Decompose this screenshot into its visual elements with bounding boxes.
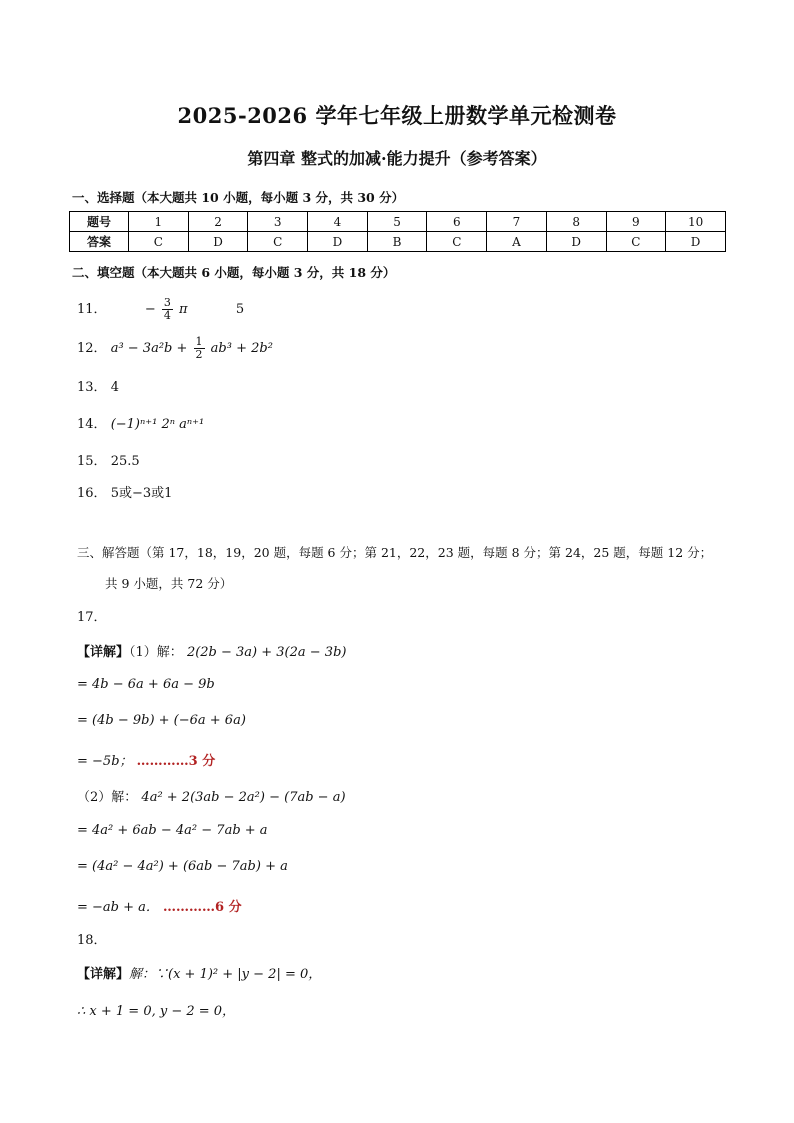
fraction bbox=[162, 297, 173, 322]
q17-step2: = (4b − 9b) + (−6a + 6a) bbox=[77, 713, 246, 728]
table-cell: D bbox=[666, 232, 726, 252]
q18-line1 bbox=[77, 963, 321, 982]
answer-text: 4 bbox=[110, 380, 119, 395]
document-title: 2025-2026 学年七年级上册数学单元检测卷 bbox=[177, 103, 617, 128]
math-expression: 2(2b − 3a) + 3(2a − 3b) bbox=[186, 645, 347, 660]
detail-tag: 【详解】 bbox=[77, 967, 130, 982]
table-cell: 5 bbox=[367, 212, 427, 232]
q17-step4: = 4a² + 6ab − 4a² − 7ab + a bbox=[77, 823, 268, 838]
table-cell: C bbox=[129, 232, 189, 252]
answer-13 bbox=[77, 376, 119, 395]
part-label: （1）解： bbox=[129, 645, 183, 660]
answer-text: (−1)ⁿ⁺¹ 2ⁿ aⁿ⁺¹ bbox=[110, 417, 205, 432]
section-heading-solve: 三、解答题（第 17，18，19，20 题，每题 6 分；第 21，22，23 题，每题 8 分；第 24，25 题，每题 12 分； bbox=[77, 545, 713, 560]
question-number: 14． bbox=[77, 417, 107, 432]
table-row bbox=[70, 232, 726, 252]
table-cell: D bbox=[308, 232, 368, 252]
table-cell: 2 bbox=[188, 212, 248, 232]
document-subtitle: 第四章 整式的加减·能力提升（参考答案） bbox=[247, 149, 547, 168]
table-cell: 7 bbox=[487, 212, 547, 232]
q17-part2 bbox=[77, 786, 346, 805]
section-heading-choice: 一、选择题（本大题共 10 小题，每小题 3 分，共 30 分） bbox=[72, 190, 405, 205]
answer-12 bbox=[77, 336, 273, 361]
answer-text: 25.5 bbox=[110, 454, 140, 469]
answer-11-second: 5 bbox=[235, 302, 245, 317]
question-17-number: 17． bbox=[77, 610, 107, 625]
score-mark: …………3 分 bbox=[136, 754, 216, 769]
table-row bbox=[70, 212, 726, 232]
table-cell: C bbox=[606, 232, 666, 252]
table-cell: 1 bbox=[129, 212, 189, 232]
table-cell: C bbox=[248, 232, 308, 252]
answer-table bbox=[69, 211, 726, 252]
table-cell: 10 bbox=[666, 212, 726, 232]
math-expression: = −ab + a． bbox=[77, 900, 159, 915]
math-expression: ab³ + 2b² bbox=[210, 341, 273, 356]
table-cell: 6 bbox=[427, 212, 487, 232]
table-cell: 4 bbox=[308, 212, 368, 232]
table-cell: B bbox=[367, 232, 427, 252]
q17-step6 bbox=[77, 896, 242, 915]
table-header-cell: 题号 bbox=[70, 212, 129, 232]
part-label: （2）解： bbox=[77, 790, 138, 805]
answer-11 bbox=[77, 297, 244, 322]
answer-text: 5或−3或1 bbox=[110, 486, 173, 501]
section-heading-solve-cont: 共 9 小题，共 72 分） bbox=[105, 576, 233, 591]
q17-step5: = (4a² − 4a²) + (6ab − 7ab) + a bbox=[77, 859, 288, 874]
math-expression: = −5b； bbox=[77, 754, 133, 769]
math-expression: a³ − 3a²b + bbox=[110, 341, 192, 356]
math-sign: − bbox=[144, 302, 156, 317]
table-cell: D bbox=[188, 232, 248, 252]
answer-16 bbox=[77, 482, 172, 501]
math-expression: 解：∵(x + 1)² + |y − 2| = 0， bbox=[129, 967, 322, 982]
question-number: 13． bbox=[77, 380, 107, 395]
fraction-numerator: 1 bbox=[195, 335, 203, 348]
question-number: 11． bbox=[77, 302, 107, 317]
detail-tag: 【详解】 bbox=[77, 645, 130, 660]
math-pi: π bbox=[179, 302, 188, 317]
table-header-cell: 答案 bbox=[70, 232, 129, 252]
question-number: 12． bbox=[77, 341, 107, 356]
question-18-number: 18． bbox=[77, 933, 107, 948]
q17-step3 bbox=[77, 750, 215, 769]
q17-step1: = 4b − 6a + 6a − 9b bbox=[77, 677, 215, 692]
question-number: 15． bbox=[77, 454, 107, 469]
q18-line2: ∴ x + 1 = 0, y − 2 = 0， bbox=[77, 1004, 236, 1019]
question-number: 16． bbox=[77, 486, 107, 501]
score-mark: …………6 分 bbox=[163, 900, 242, 915]
q17-part1 bbox=[77, 641, 346, 660]
answer-14 bbox=[77, 413, 204, 432]
table-cell: 8 bbox=[546, 212, 606, 232]
table-cell: C bbox=[427, 232, 487, 252]
table-cell: D bbox=[546, 232, 606, 252]
fraction-denominator: 4 bbox=[163, 309, 171, 322]
table-cell: 3 bbox=[248, 212, 308, 232]
fraction-denominator: 2 bbox=[195, 348, 203, 361]
math-expression: 4a² + 2(3ab − 2a²) − (7ab − a) bbox=[141, 790, 346, 805]
fraction-numerator: 3 bbox=[163, 296, 171, 309]
table-cell: A bbox=[487, 232, 547, 252]
section-heading-fill: 二、填空题（本大题共 6 小题，每小题 3 分，共 18 分） bbox=[72, 265, 396, 280]
table-cell: 9 bbox=[606, 212, 666, 232]
answer-15 bbox=[77, 450, 140, 469]
fraction bbox=[194, 336, 205, 361]
